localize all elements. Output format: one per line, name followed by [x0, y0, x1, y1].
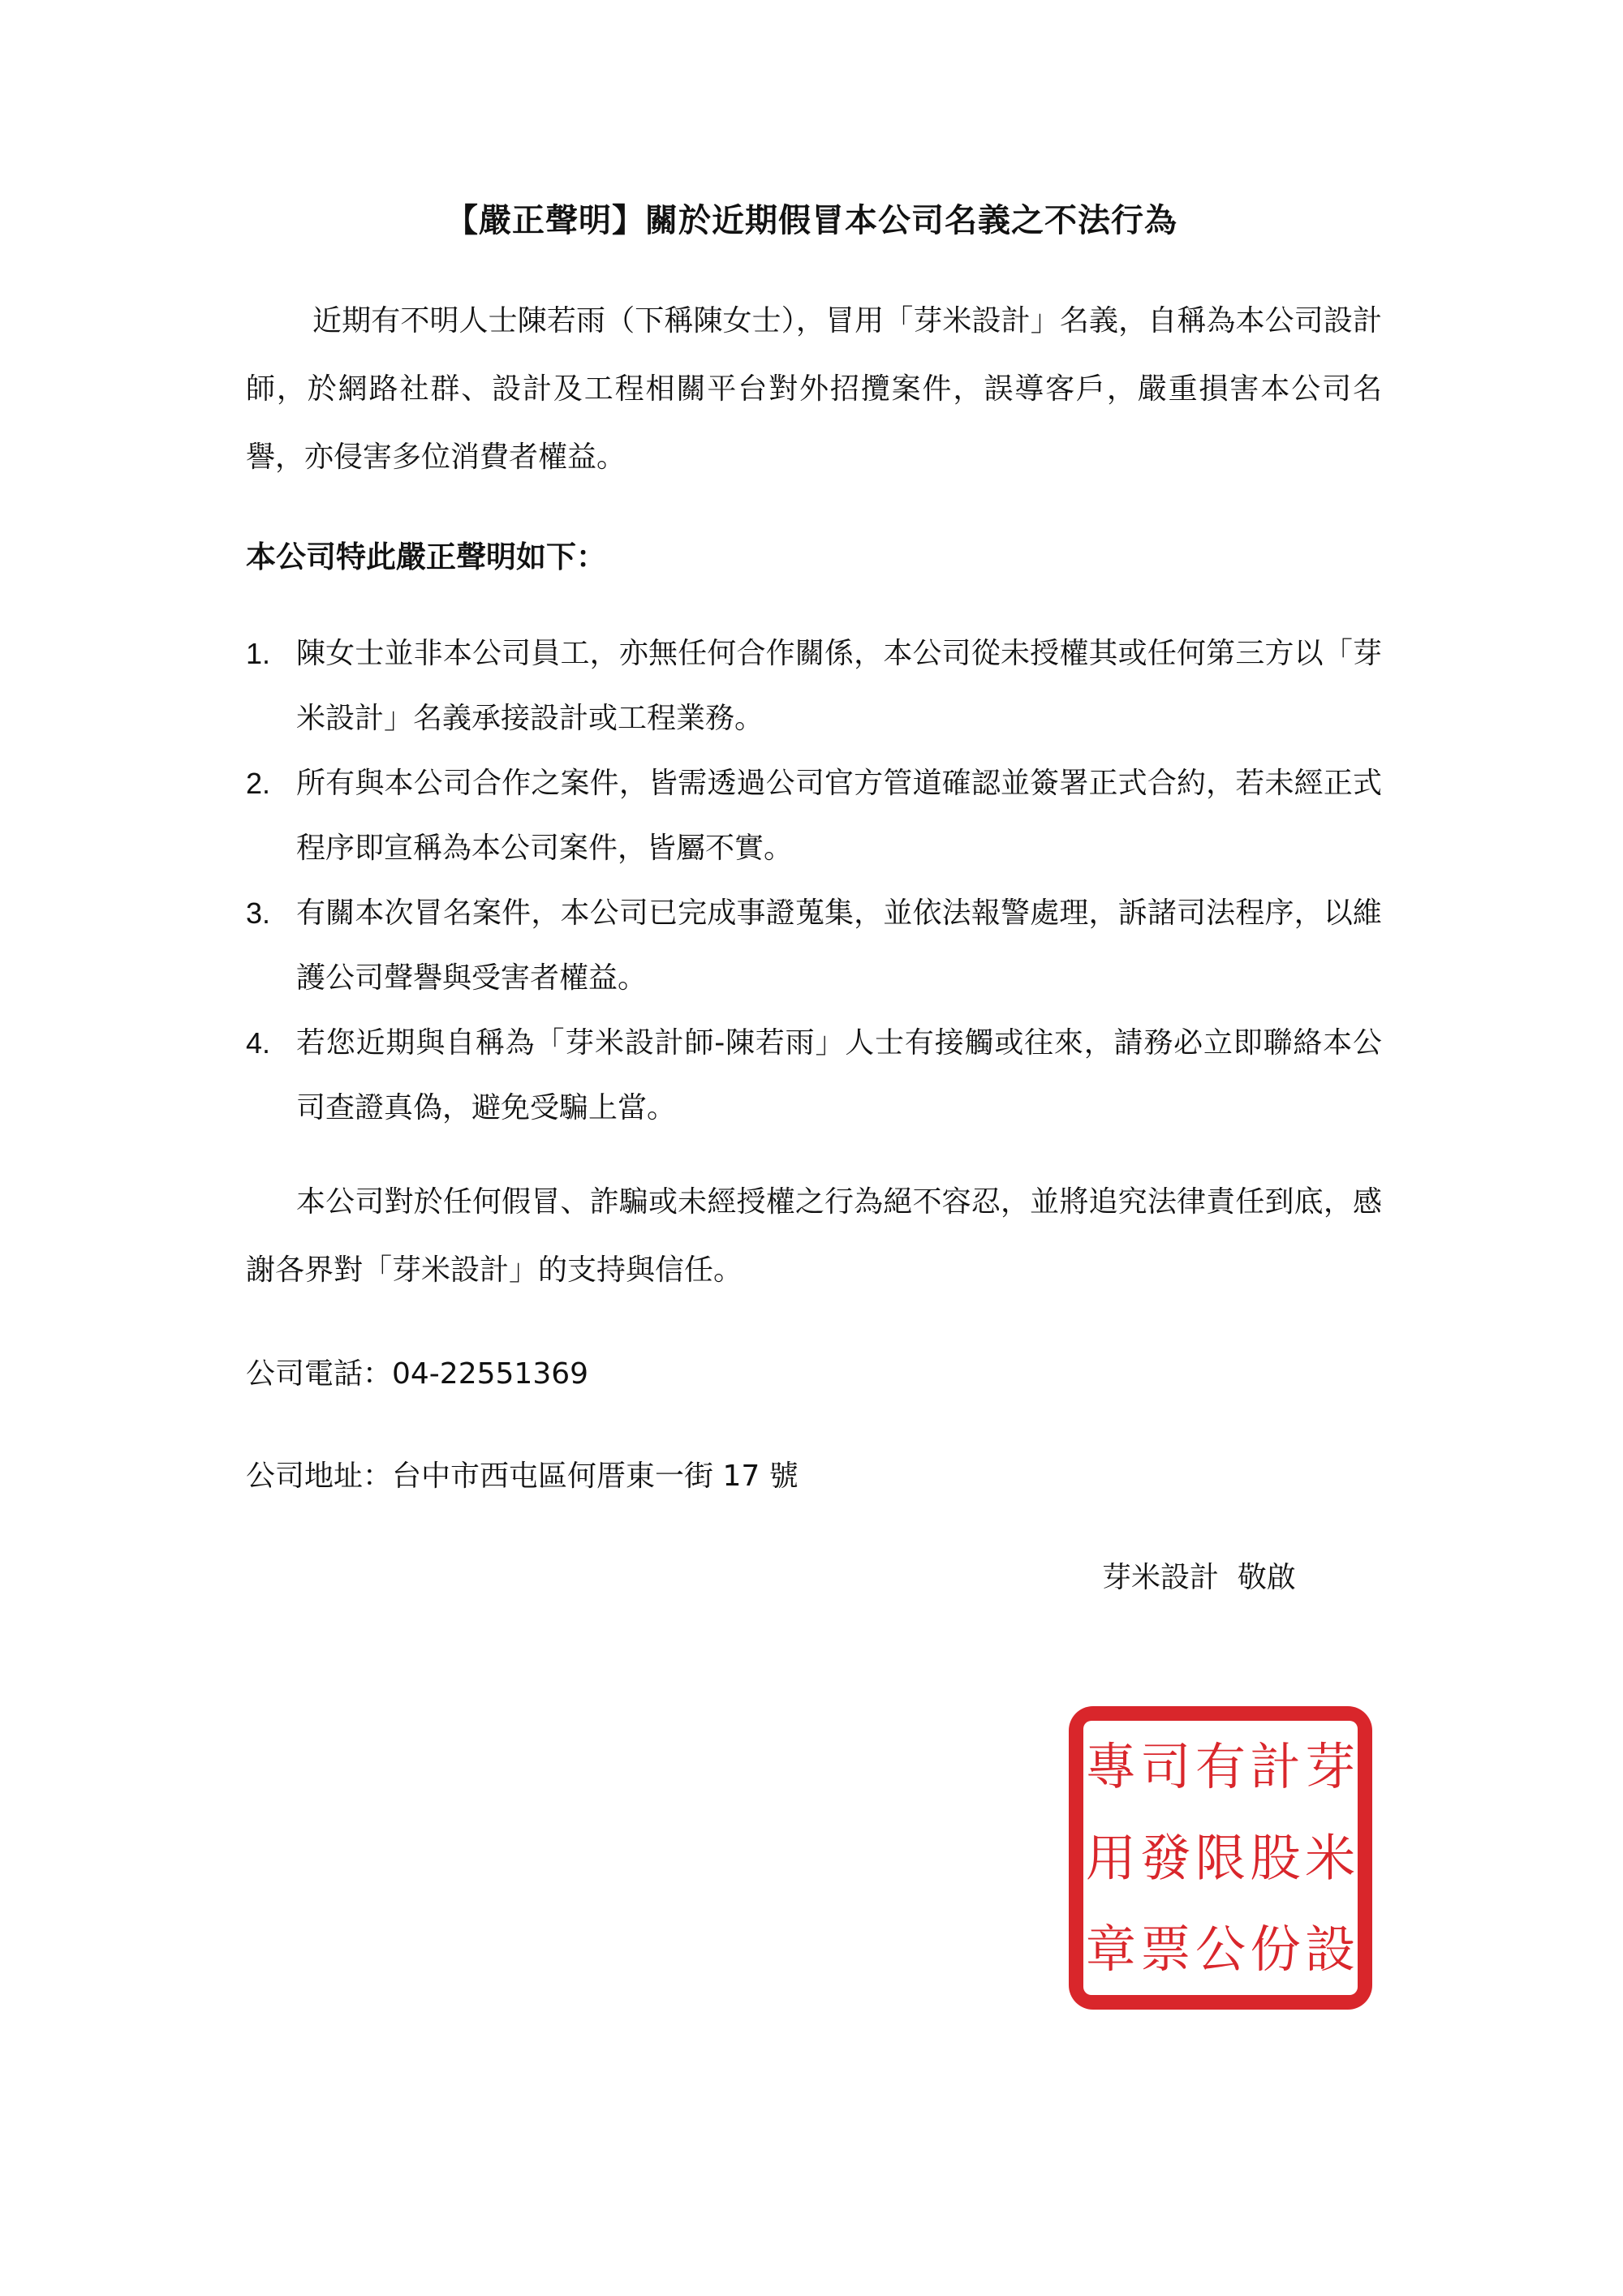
seal-character: 股 [1250, 1828, 1301, 1888]
list-number: 4. [246, 1026, 271, 1060]
document-title: 【嚴正聲明】關於近期假冒本公司名義之不法行為 [446, 202, 1177, 239]
list-text: 陳女士並非本公司員工，亦無任何合作關係，本公司從未授權其或任何第三方以「芽米設計」名義承接設計或工程業務。 [296, 637, 1382, 735]
seal-character: 限 [1195, 1828, 1246, 1888]
list-text: 若您近期與自稱為「芽米設計師-陳若雨」人士有接觸或往來，請務必立即聯絡本公司查證真偽，避免受騙上當。 [296, 1026, 1382, 1124]
seal-character: 設 [1305, 1920, 1356, 1980]
closing-paragraph: 本公司對於任何假冒、詐騙或未經授權之行為絕不容忍，並將追究法律責任到底，感謝各界對「芽米設計」的支持與信任。 [246, 1185, 1382, 1287]
company-address: 公司地址：台中市西屯區何厝東一街 17 號 [246, 1460, 799, 1493]
seal-character: 發 [1140, 1828, 1191, 1888]
seal-character: 公 [1195, 1920, 1246, 1980]
list-item [246, 881, 1382, 1011]
list-number: 1. [246, 637, 271, 670]
list-number: 2. [246, 767, 271, 800]
signature-line: 芽米設計 敬啟 [1102, 1561, 1296, 1594]
seal-character: 用 [1085, 1828, 1136, 1888]
seal-character: 章 [1085, 1920, 1136, 1980]
list-item [246, 621, 1382, 751]
list-item [246, 1011, 1382, 1141]
seal-character: 專 [1085, 1736, 1136, 1796]
seal-character: 司 [1140, 1736, 1191, 1796]
seal-character: 有 [1195, 1736, 1246, 1796]
list-number: 3. [246, 896, 271, 930]
seal-characters [1086, 1737, 1356, 1979]
seal-character: 份 [1250, 1920, 1301, 1980]
seal-character: 計 [1250, 1736, 1301, 1796]
list-text: 有關本次冒名案件，本公司已完成事證蒐集，並依法報警處理，訴諸司法程序，以維護公司聲譽與受害者權益。 [296, 896, 1382, 995]
seal-character: 芽 [1305, 1736, 1356, 1796]
list-text: 所有與本公司合作之案件，皆需透過公司官方管道確認並簽署正式合約，若未經正式程序即宣稱為本公司案件，皆屬不實。 [296, 767, 1382, 865]
list-item [246, 751, 1382, 881]
statement-list [246, 621, 1382, 1141]
statement-lead: 本公司特此嚴正聲明如下： [246, 540, 606, 574]
seal-character: 米 [1305, 1828, 1356, 1888]
intro-paragraph: 近期有不明人士陳若雨（下稱陳女士），冒用「芽米設計」名義，自稱為本公司設計師，於網路社群、設計及工程相關平台對外招攬案件，誤導客戶，嚴重損害本公司名譽，亦侵害多位消費者權益。 [246, 304, 1382, 474]
company-seal-stamp [1065, 1703, 1375, 2013]
company-phone: 公司電話：04-22551369 [246, 1357, 589, 1391]
seal-character: 票 [1140, 1920, 1191, 1980]
